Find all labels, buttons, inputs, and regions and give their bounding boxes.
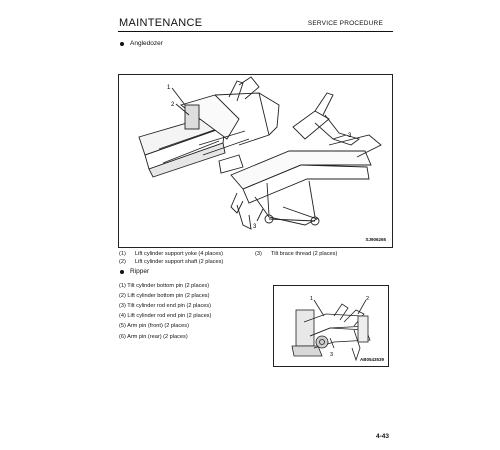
callout-2: 2 <box>171 102 175 108</box>
ripper-item-2: (2) Lift cylinder bottom pin (2 places) <box>119 293 210 299</box>
page-number: 4-43 <box>375 433 389 440</box>
ripper-item-6: (6) Arm pin (rear) (2 places) <box>119 334 188 340</box>
angledozer-caption-3: (3) Tilt brace thread (2 places) <box>255 251 338 257</box>
callout-1: 1 <box>167 85 171 91</box>
angledozer-figure <box>118 74 393 248</box>
ripper-callout-3: 3 <box>330 352 334 358</box>
ripper-item-4: (4) Lift cylinder rod end pin (2 places) <box>119 313 212 319</box>
procedure-title: SERVICE PROCEDURE <box>307 20 383 27</box>
angledozer-figure-code: SJ906265 <box>365 237 386 242</box>
ripper-heading-text: Ripper <box>130 268 150 275</box>
ripper-item-1: (1) Tilt cylinder bottom pin (2 places) <box>119 283 210 289</box>
ripper-drawing <box>274 286 388 366</box>
angledozer-caption-1: (1) Lift cylinder support yoke (4 places) <box>119 251 223 257</box>
section-title: MAINTENANCE <box>119 17 203 29</box>
ripper-callout-1: 1 <box>310 296 314 302</box>
callout-3b: 3 <box>253 224 257 230</box>
ripper-figure-code: AB0543539 <box>359 357 384 362</box>
ripper-callout-2: 2 <box>366 296 370 302</box>
ripper-item-3: (3) Tilt cylinder rod end pin (2 places) <box>119 303 212 309</box>
ripper-figure <box>273 285 389 367</box>
ripper-item-5: (5) Arm pin (front) (2 places) <box>119 323 189 329</box>
angledozer-caption-2: (2) Lift cylinder support shaft (2 places) <box>119 259 224 265</box>
angledozer-heading <box>120 40 163 47</box>
angledozer-drawing <box>119 75 392 247</box>
bullet-icon <box>120 270 124 274</box>
callout-3a: 3 <box>348 133 352 139</box>
ripper-heading <box>120 268 149 275</box>
angledozer-heading-text: Angledozer <box>130 40 163 47</box>
header-divider <box>118 31 393 32</box>
bullet-icon <box>120 42 124 46</box>
